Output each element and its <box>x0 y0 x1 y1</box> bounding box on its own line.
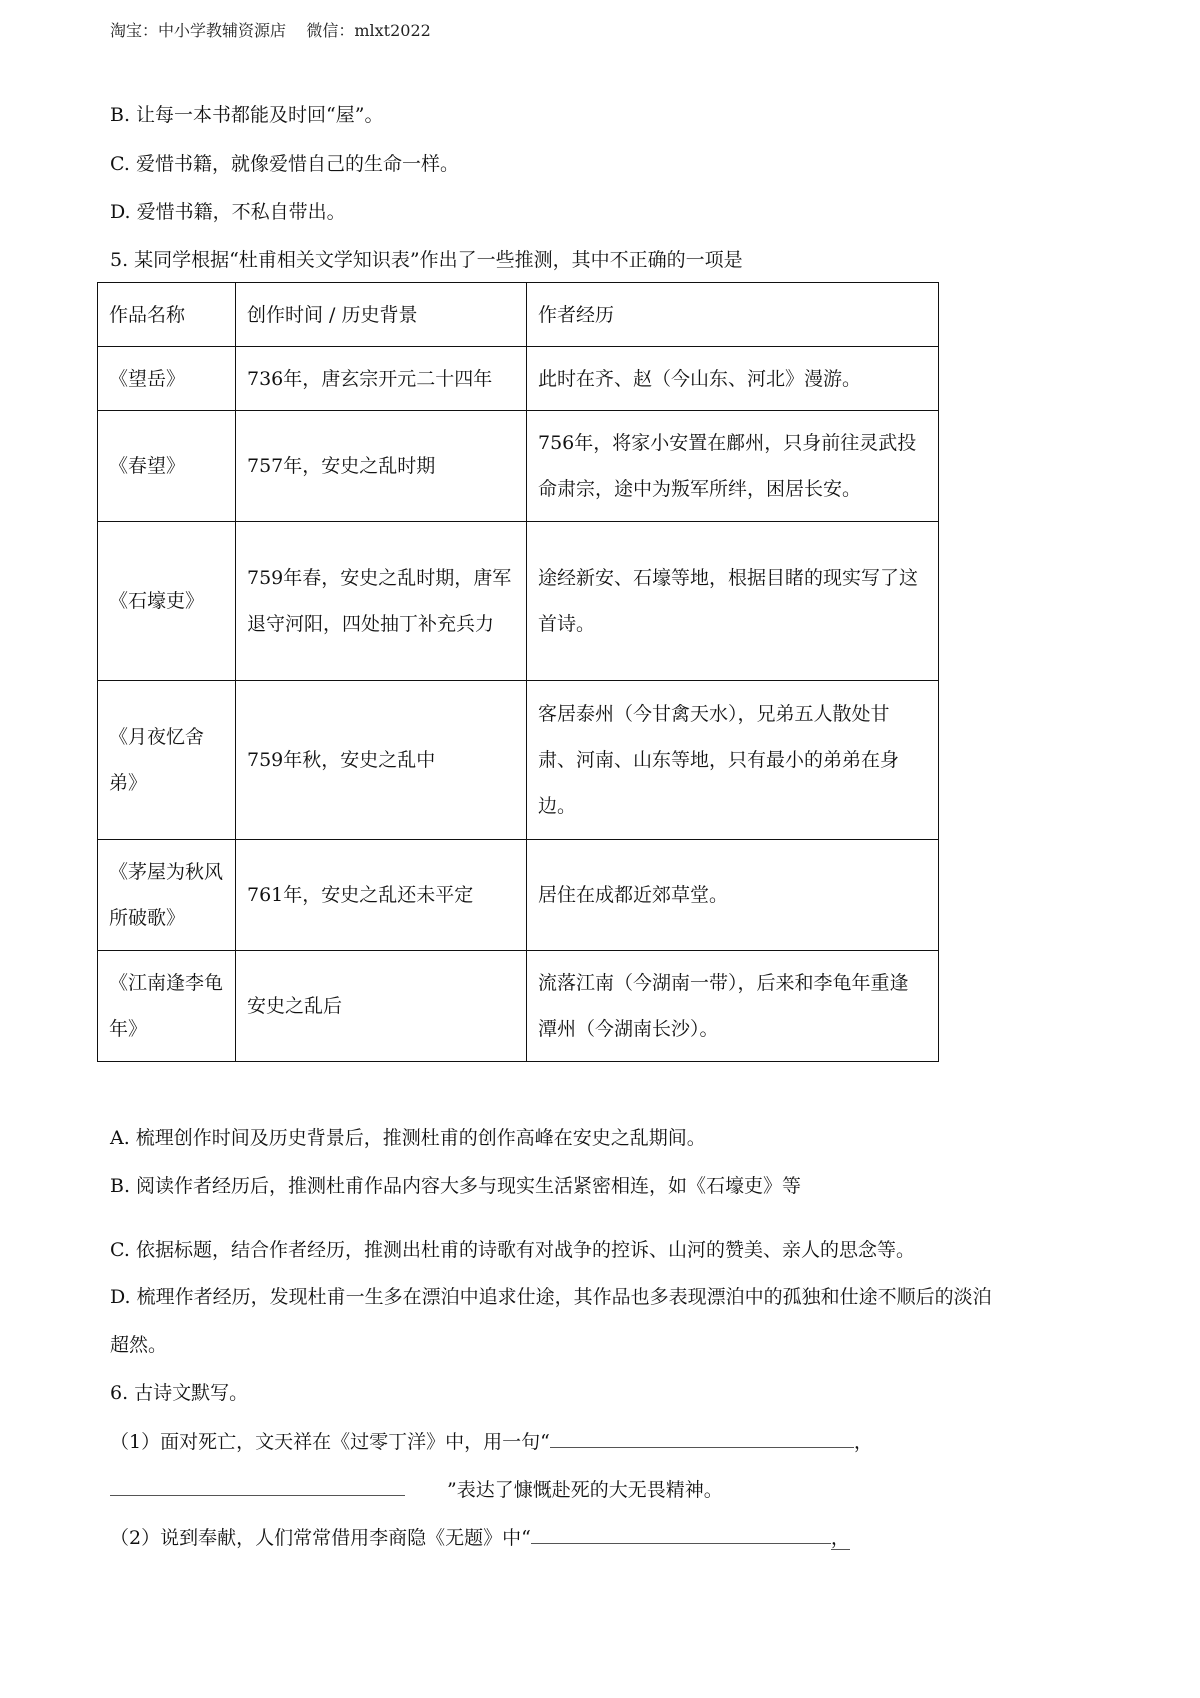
work-title-cell: 《江南逢李龟年》 <box>98 951 236 1062</box>
answer-blank[interactable] <box>550 1427 854 1448</box>
question-6-stem: 6. 古诗文默写。 <box>110 1382 249 1404</box>
time-background-cell: 736年，唐玄宗开元二十四年 <box>236 347 527 411</box>
q6-part-2-line <box>110 1523 850 1552</box>
punctuation-comma: ， <box>830 1527 850 1549</box>
table-header-cell: 创作时间 / 历史背景 <box>236 283 527 347</box>
table-row <box>98 951 939 1062</box>
answer-blank[interactable] <box>110 1475 405 1496</box>
punctuation-comma: ， <box>853 1431 873 1453</box>
dufu-knowledge-table <box>97 282 939 1062</box>
author-experience-cell: 途经新安、石壕等地，根据目睹的现实写了这首诗。 <box>527 522 939 681</box>
q4-option-b: B. 让每一本书都能及时回“屋”。 <box>110 104 384 126</box>
author-experience-cell: 客居泰州（今甘禽天水），兄弟五人散处甘肃、河南、山东等地，只有最小的弟弟在身边。 <box>527 681 939 840</box>
q6-part-1-ending: ”表达了慷慨赴死的大无畏精神。 <box>447 1479 723 1501</box>
q4-option-d: D. 爱惜书籍，不私自带出。 <box>110 201 346 223</box>
q6-part-1-line <box>110 1427 873 1456</box>
table-row <box>98 347 939 411</box>
q6-part-2-prompt: （2）说到奉献，人们常常借用李商隐《无题》中“ <box>110 1527 531 1549</box>
answer-blank[interactable] <box>531 1523 831 1544</box>
work-title-cell: 《望岳》 <box>98 347 236 411</box>
work-title-cell: 《石壕吏》 <box>98 522 236 681</box>
time-background-cell: 759年秋，安史之乱中 <box>236 681 527 840</box>
q5-option-d-continued: 超然。 <box>110 1334 168 1356</box>
table-row <box>98 681 939 840</box>
page-header: 淘宝：中小学教辅资源店 微信：mlxt2022 <box>110 21 431 40</box>
time-background-cell: 759年春，安史之乱时期，唐军退守河阳，四处抽丁补充兵力 <box>236 522 527 681</box>
time-background-cell: 757年，安史之乱时期 <box>236 411 527 522</box>
work-title-cell: 《月夜忆舍弟》 <box>98 681 236 840</box>
time-background-cell: 安史之乱后 <box>236 951 527 1062</box>
author-experience-cell: 此时在齐、赵（今山东、河北》漫游。 <box>527 347 939 411</box>
q5-option-d: D. 梳理作者经历，发现杜甫一生多在漂泊中追求仕途，其作品也多表现漂泊中的孤独和仕途不顺后的淡泊 <box>110 1286 992 1308</box>
author-experience-cell: 756年，将家小安置在鄜州，只身前往灵武投命肃宗，途中为叛军所绊，困居长安。 <box>527 411 939 522</box>
q5-option-c: C. 依据标题，结合作者经历，推测出杜甫的诗歌有对战争的控诉、山河的赞美、亲人的思念等。 <box>110 1239 915 1261</box>
time-background-cell: 761年，安史之乱还未平定 <box>236 840 527 951</box>
q6-part-1-line-2 <box>110 1475 723 1504</box>
q5-option-a: A. 梳理创作时间及历史背景后，推测杜甫的创作高峰在安史之乱期间。 <box>110 1127 706 1149</box>
work-title-cell: 《茅屋为秋风所破歌》 <box>98 840 236 951</box>
table-row <box>98 522 939 681</box>
table-header-cell: 作品名称 <box>98 283 236 347</box>
q4-option-c: C. 爱惜书籍，就像爱惜自己的生命一样。 <box>110 153 459 175</box>
author-experience-cell: 居住在成都近郊草堂。 <box>527 840 939 951</box>
q5-option-b: B. 阅读作者经历后，推测杜甫作品内容大多与现实生活紧密相连，如《石壕吏》等 <box>110 1175 802 1197</box>
author-experience-cell: 流落江南（今湖南一带），后来和李龟年重逢 潭州（今湖南长沙）。 <box>527 951 939 1062</box>
work-title-cell: 《春望》 <box>98 411 236 522</box>
table-header-row <box>98 283 939 347</box>
q6-part-1-prompt: （1）面对死亡，文天祥在《过零丁洋》中，用一句“ <box>110 1431 550 1453</box>
table-row <box>98 840 939 951</box>
table-row <box>98 411 939 522</box>
table-header-cell: 作者经历 <box>527 283 939 347</box>
question-5-stem: 5. 某同学根据“杜甫相关文学知识表”作出了一些推测，其中不正确的一项是 <box>110 249 743 271</box>
